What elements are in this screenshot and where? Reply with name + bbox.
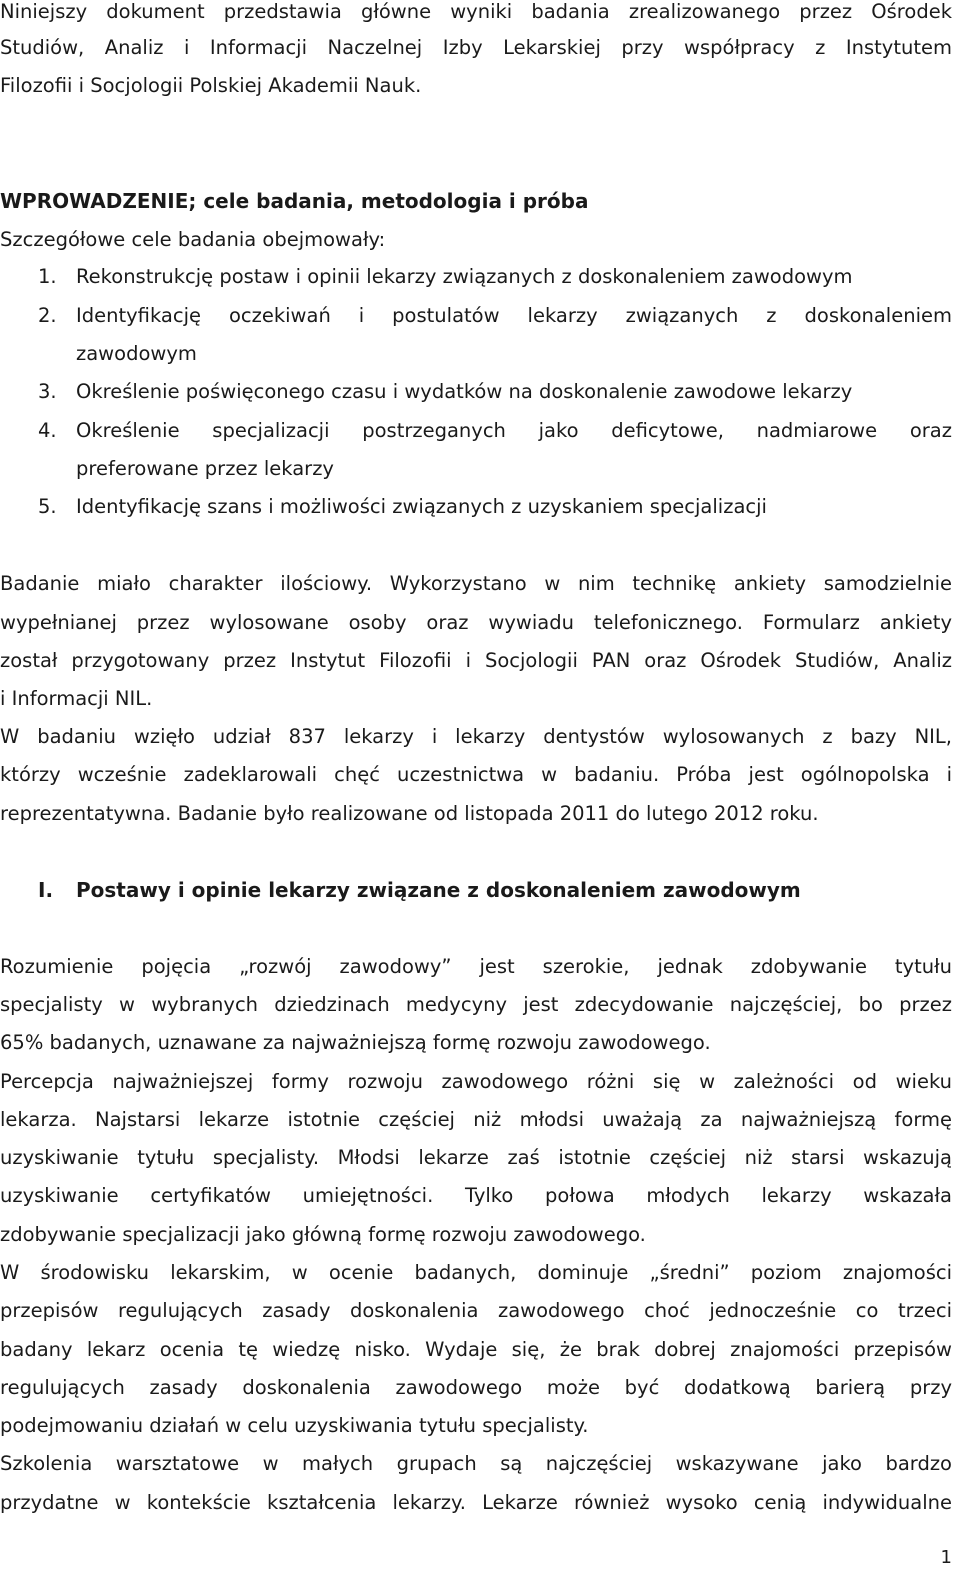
goal-text-continuation: zawodowym — [76, 342, 197, 365]
intro-line-1: Niniejszy dokument przedstawia główne wyniki badania zrealizowanego przez Ośrodek — [0, 0, 952, 23]
para4-line-2: przydatne w kontekście kształcenia lekarzy. Lekarze również wysoko cenią indywidualne — [0, 1491, 952, 1514]
section-title: Postawy i opinie lekarzy związane z doskonaleniem zawodowym — [76, 878, 801, 902]
para1-line-3: 65% badanych, uznawane za najważniejszą formę rozwoju zawodowego. — [0, 1031, 711, 1054]
method-line-2: wypełnianej przez wylosowane osoby oraz wywiadu telefonicznego. Formularz ankiety — [0, 611, 952, 634]
para2-line-5: zdobywanie specjalizacji jako główną formę rozwoju zawodowego. — [0, 1223, 646, 1246]
para3-line-5: podejmowaniu działań w celu uzyskiwania tytułu specjalisty. — [0, 1414, 589, 1437]
para3-line-3: badany lekarz ocenia tę wiedzę nisko. Wydaje się, że brak dobrej znajomości przepisów — [0, 1338, 952, 1361]
method-line-3: został przygotowany przez Instytut Filozofii i Socjologii PAN oraz Ośrodek Studiów, Analiz — [0, 649, 952, 672]
section-heading-intro: WPROWADZENIE; cele badania, metodologia i próba — [0, 189, 589, 213]
intro-line-3: Filozofii i Socjologii Polskiej Akademii Nauk. — [0, 74, 422, 97]
para2-line-2: lekarza. Najstarsi lekarze istotnie częściej niż młodsi uważają za najważniejszą formę — [0, 1108, 952, 1131]
sample-line-2: którzy wcześnie zadeklarowali chęć uczestnictwa w badaniu. Próba jest ogólnopolska i — [0, 763, 952, 786]
para2-line-4: uzyskiwanie certyfikatów umiejętności. Tylko połowa młodych lekarzy wskazała — [0, 1184, 952, 1207]
goal-text-continuation: preferowane przez lekarzy — [76, 457, 334, 480]
para2-line-3: uzyskiwanie tytułu specjalisty. Młodsi lekarze zaś istotnie częściej niż starsi wskazują — [0, 1146, 952, 1169]
goal-text: Określenie poświęconego czasu i wydatków na doskonalenie zawodowe lekarzy — [76, 380, 853, 403]
method-line-4: i Informacji NIL. — [0, 687, 153, 710]
goal-text: Identyfikację szans i możliwości związanych z uzyskaniem specjalizacji — [76, 495, 767, 518]
goal-text: Określenie specjalizacji postrzeganych jako deficytowe, nadmiarowe oraz — [76, 419, 952, 442]
goal-text: Rekonstrukcję postaw i opinii lekarzy związanych z doskonaleniem zawodowym — [76, 265, 853, 288]
method-line-1: Badanie miało charakter ilościowy. Wykorzystano w nim technikę ankiety samodzielnie — [0, 572, 952, 595]
para1-line-1: Rozumienie pojęcia „rozwój zawodowy” jest szerokie, jednak zdobywanie tytułu — [0, 955, 952, 978]
para2-line-1: Percepcja najważniejszej formy rozwoju zawodowego różni się w zależności od wieku — [0, 1070, 952, 1093]
goal-text: Identyfikację oczekiwań i postulatów lekarzy związanych z doskonaleniem — [76, 304, 952, 327]
para4-line-1: Szkolenia warsztatowe w małych grupach są najczęściej wskazywane jako bardzo — [0, 1452, 952, 1475]
goal-number: 4. — [38, 419, 57, 442]
goal-number: 3. — [38, 380, 57, 403]
sample-line-3: reprezentatywna. Badanie było realizowane od listopada 2011 do lutego 2012 roku. — [0, 802, 819, 825]
goal-number: 5. — [38, 495, 57, 518]
goals-lead: Szczegółowe cele badania obejmowały: — [0, 228, 386, 251]
goal-number: 2. — [38, 304, 57, 327]
sample-line-1: W badaniu wzięło udział 837 lekarzy i lekarzy dentystów wylosowanych z bazy NIL, — [0, 725, 952, 748]
para3-line-2: przepisów regulujących zasady doskonalenia zawodowego choć jednocześnie co trzeci — [0, 1299, 952, 1322]
page-number: 1 — [940, 1547, 952, 1568]
para3-line-4: regulujących zasady doskonalenia zawodowego może być dodatkową barierą przy — [0, 1376, 952, 1399]
para1-line-2: specjalisty w wybranych dziedzinach medycyny jest zdecydowanie najczęściej, bo przez — [0, 993, 952, 1016]
intro-line-2: Studiów, Analiz i Informacji Naczelnej Izby Lekarskiej przy współpracy z Instytutem — [0, 36, 952, 59]
section-number: I. — [38, 878, 54, 902]
goal-number: 1. — [38, 265, 57, 288]
para3-line-1: W środowisku lekarskim, w ocenie badanych, dominuje „średni” poziom znajomości — [0, 1261, 952, 1284]
